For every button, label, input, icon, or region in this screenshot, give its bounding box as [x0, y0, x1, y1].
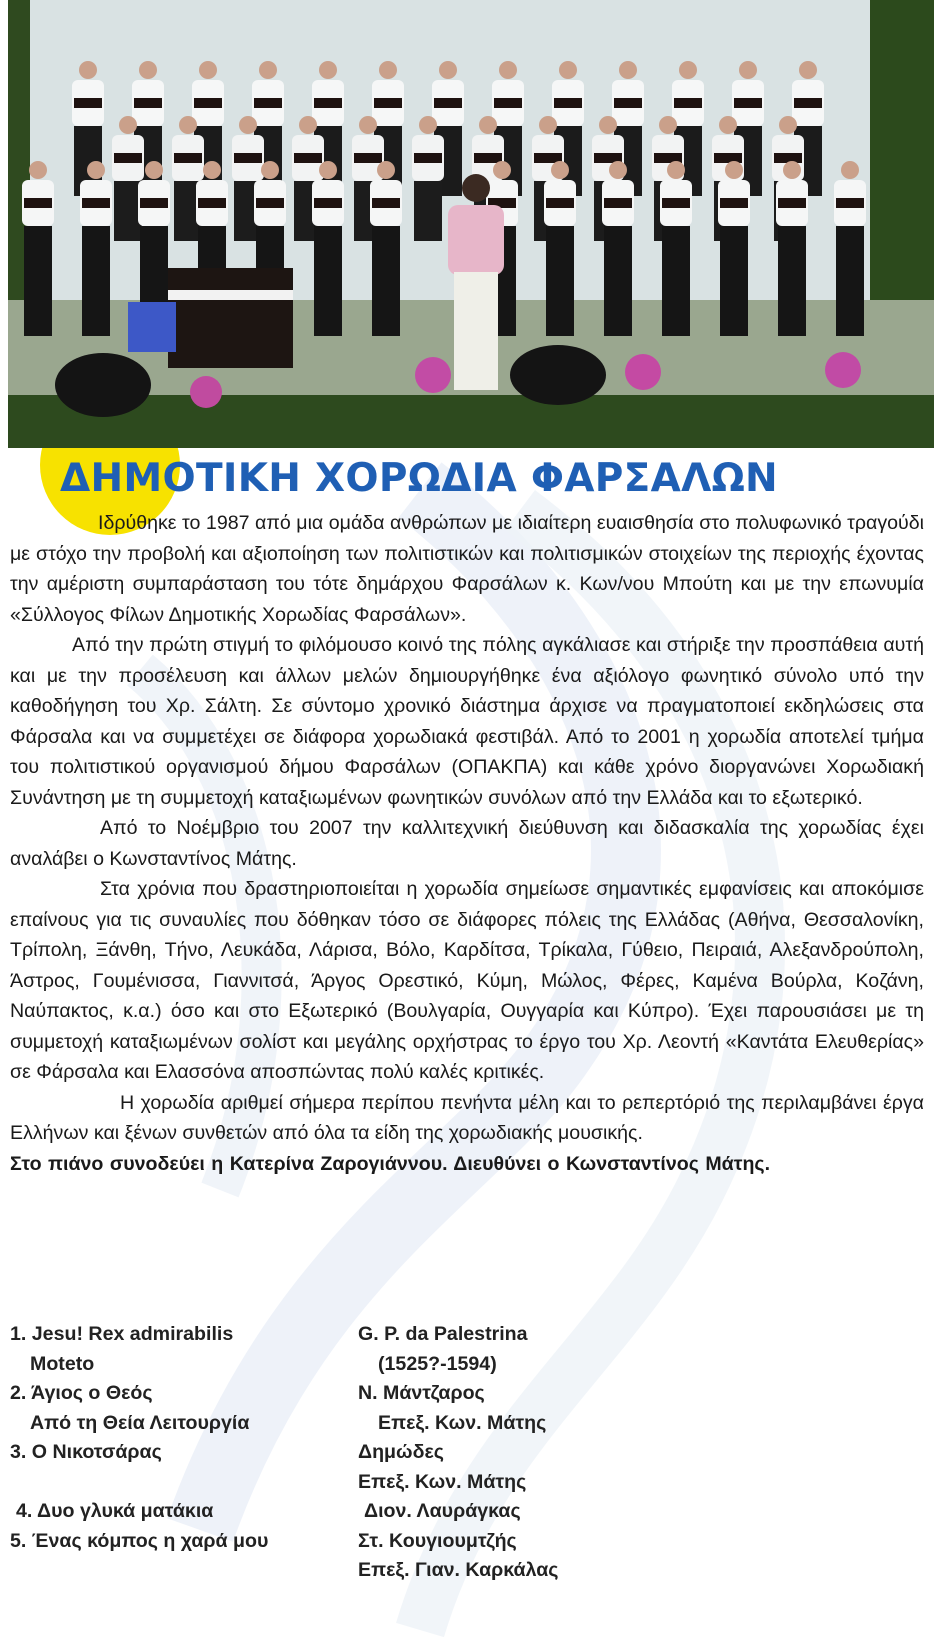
- singer-figure: [674, 98, 702, 108]
- singer-figure: [836, 226, 864, 336]
- singer-figure: [779, 116, 797, 134]
- program-title: [10, 1556, 358, 1586]
- singer-figure: [714, 153, 742, 163]
- singer-figure: [720, 226, 748, 336]
- program-composer: Επεξ. Κων. Μάτης: [358, 1470, 527, 1493]
- singer-figure: [87, 161, 105, 179]
- singer-figure: [139, 61, 157, 79]
- singer-figure: [659, 116, 677, 134]
- singer-figure: [259, 61, 277, 79]
- program-row: [10, 1497, 630, 1527]
- program-title: [10, 1468, 358, 1498]
- program-row: [10, 1556, 630, 1586]
- program-composer: (1525?-1594): [378, 1352, 497, 1375]
- singer-figure: [734, 98, 762, 108]
- program-composer: Επεξ. Γιαν. Καρκάλας: [358, 1559, 559, 1581]
- singer-figure: [739, 61, 757, 79]
- singer-figure: [82, 198, 110, 208]
- singer-figure: [261, 161, 279, 179]
- singer-figure: [314, 198, 342, 208]
- singer-figure: [414, 181, 442, 241]
- singer-figure: [662, 226, 690, 336]
- program-row: [10, 1527, 630, 1557]
- singer-figure: [662, 198, 690, 208]
- singer-figure: [256, 198, 284, 208]
- program-composer: Διον. Λαυράγκας: [364, 1500, 521, 1522]
- singer-figure: [546, 226, 574, 336]
- singer-figure: [439, 61, 457, 79]
- singer-figure: [783, 161, 801, 179]
- singer-figure: [134, 98, 162, 108]
- singer-figure: [140, 198, 168, 208]
- singer-figure: [799, 61, 817, 79]
- singer-figure: [774, 153, 802, 163]
- program-composer: Ν. Μάντζαρος: [358, 1382, 485, 1404]
- program-row: [10, 1379, 630, 1409]
- singer-figure: [619, 61, 637, 79]
- singer-figure: [794, 98, 822, 108]
- singer-figure: [679, 61, 697, 79]
- closing-credits: Στο πιάνο συνοδεύει η Κατερίνα Ζαρογιάννου. Διευθύνει ο Κωνσταντίνος Μάτης.: [10, 1152, 771, 1175]
- singer-figure: [359, 116, 377, 134]
- singer-figure: [609, 161, 627, 179]
- choir-photo-illustration: [8, 0, 934, 448]
- singer-figure: [203, 161, 221, 179]
- singer-figure: [493, 161, 511, 179]
- singer-figure: [720, 198, 748, 208]
- singer-figure: [494, 98, 522, 108]
- article-body: [10, 508, 924, 1179]
- singer-figure: [546, 198, 574, 208]
- singer-figure: [539, 116, 557, 134]
- singer-figure: [372, 226, 400, 336]
- choir-photo: [8, 0, 934, 448]
- singer-figure: [479, 116, 497, 134]
- program-title: Από τη Θεία Λειτουργία: [30, 1411, 250, 1434]
- singer-figure: [254, 98, 282, 108]
- program-title: 1. Jesu! Rex admirabilis: [10, 1323, 234, 1345]
- singer-figure: [179, 116, 197, 134]
- singer-figure: [372, 198, 400, 208]
- paragraph-history: Από την πρώτη στιγμή το φιλόμουσο κοινό της πόλης αγκάλιασε και στήριξε την προσπάθεια αυτή και με την προσέλευση και άλλων μελών δημιουργήθηκε ένα αξιόλογο φωνητικό σύνολο υπό την καθοδήγηση του Χρ. Σάλτη. Σε σύντομο χρονικό διάστημα άρχισε να πραγματοποιεί εκδηλώσεις στα Φάρσαλα και να συμμετέχει σε διάφορα χορωδιακά φεστιβάλ. Από το 2001 η χορωδία αποτελεί τμήμα του πολιτιστικού οργανισμού δήμου Φαρσάλων (ΟΠΑΚΠΑ) και κάθε χρόνο διοργανώνει Χορωδιακή Συνάντηση με τη συμμετοχή καταξιωμένων φωνητικών συνόλων από την Ελλάδα και το εξωτερικό.: [10, 634, 924, 809]
- paragraph-members: Η χορωδία αριθμεί σήμερα περίπου πενήντα μέλη και το ρεπερτόριό της περιλαμβάνει έργα Ελλήνων και ξένων συνθετών από όλα τα είδη της χορωδιακής μουσικής.: [10, 1091, 924, 1144]
- singer-figure: [599, 116, 617, 134]
- singer-figure: [604, 198, 632, 208]
- singer-figure: [319, 161, 337, 179]
- singer-figure: [198, 198, 226, 208]
- singer-figure: [719, 116, 737, 134]
- singer-figure: [74, 98, 102, 108]
- singer-figure: [354, 153, 382, 163]
- program-composer: Επεξ. Κων. Μάτης: [378, 1411, 547, 1434]
- program-composer: G. P. da Palestrina: [358, 1323, 528, 1345]
- singer-figure: [319, 61, 337, 79]
- singer-figure: [374, 98, 402, 108]
- singer-figure: [414, 153, 442, 163]
- singer-figure: [24, 198, 52, 208]
- singer-figure: [725, 161, 743, 179]
- program-row: [10, 1468, 630, 1498]
- singer-figure: [434, 98, 462, 108]
- singer-figure: [614, 98, 642, 108]
- singer-figure: [24, 226, 52, 336]
- singer-figure: [419, 116, 437, 134]
- program-row: [10, 1320, 630, 1350]
- program-row: [10, 1438, 630, 1468]
- singer-figure: [194, 98, 222, 108]
- singer-figure: [551, 161, 569, 179]
- singer-figure: [559, 61, 577, 79]
- singer-figure: [314, 226, 342, 336]
- singer-figure: [778, 226, 806, 336]
- program-list: [10, 1320, 630, 1586]
- program-title: 4. Δυο γλυκά ματάκια: [16, 1500, 214, 1522]
- program-row: [10, 1409, 630, 1439]
- paragraph-direction: Από το Νοέμβριο του 2007 την καλλιτεχνική διεύθυνση και διδασκαλία της χορωδίας έχει αναλάβει ο Κωνσταντίνος Μάτης.: [10, 817, 924, 870]
- singer-figure: [79, 61, 97, 79]
- singer-figure: [199, 61, 217, 79]
- program-composer: Στ. Κουγιουμτζής: [358, 1529, 517, 1552]
- singer-figure: [667, 161, 685, 179]
- singer-figure: [604, 226, 632, 336]
- singer-figure: [841, 161, 859, 179]
- singer-figure: [82, 226, 110, 336]
- page-title: ΔΗΜΟΤΙΚΗ ΧΟΡΩΔΙΑ ΦΑΡΣΑΛΩΝ: [60, 456, 778, 501]
- singer-figure: [114, 181, 142, 241]
- singer-figure: [836, 198, 864, 208]
- singer-figure: [778, 198, 806, 208]
- singer-figure: [119, 116, 137, 134]
- singer-figure: [377, 161, 395, 179]
- program-title: 2. Άγιος ο Θεός: [10, 1382, 153, 1404]
- singer-figure: [299, 116, 317, 134]
- program-title: 3. Ο Νικοτσάρας: [10, 1441, 162, 1463]
- singer-figure: [379, 61, 397, 79]
- program-composer: Δημώδες: [358, 1441, 444, 1463]
- singer-figure: [114, 153, 142, 163]
- paragraph-founding: Ιδρύθηκε το 1987 από μια ομάδα ανθρώπων με ιδιαίτερη ευαισθησία στο πολυφωνικό τραγούδι με στόχο την προβολή και αξιοποίηση των πολιτιστικών και πολιτισμικών στοιχείων της περιοχής έχοντας την αμέριστη συμπαράσταση του τότε δημάρχου Φαρσάλων κ. Κων/νου Μπούτη και με την επωνυμία «Σύλλογος Φίλων Δημοτικής Χορωδίας Φαρσάλων».: [10, 512, 924, 626]
- singer-figure: [234, 153, 262, 163]
- singer-figure: [29, 161, 47, 179]
- program-title: 5. Ένας κόμπος η χαρά μου: [10, 1529, 269, 1552]
- paragraph-appearances: Στα χρόνια που δραστηριοποιείται η χορωδία σημείωσε σημαντικές εμφανίσεις και αποκόμισε επαίνους για τις συναυλίες που δόθηκαν τόσο σε διάφορες πόλεις της Ελλάδας (Αθήνα, Θεσσαλονίκη, Τρίπολη, Ξάνθη, Τήνο, Λευκάδα, Λάρισα, Βόλο, Καρδίτσα, Τρίκαλα, Γύθειο, Πειραιά, Αλεξανδρούπολη, Άστρος, Γουμένισσα, Γιαννιτσά, Άργος Ορεστικό, Κύμη, Μώλος, Φέρες, Καμένα Βούρλα, Κοζάνη, Ναύπακτος, κ.α.) όσο και στο Εξωτερικό (Βουλγαρία, Ουγγαρία και Κύπρο). Έχει παρουσιάσει με τη συμμετοχή καταξιωμένων σολίστ και μεγάλης ορχήστρας το έργο του Χρ. Λεοντή «Καντάτα Ελευθερίας» σε Φάρσαλα και Ελασσόνα αποσπώντας πολύ καλές κριτικές.: [10, 878, 924, 1083]
- singer-figure: [314, 98, 342, 108]
- singer-figure: [239, 116, 257, 134]
- singer-figure: [145, 161, 163, 179]
- singer-figure: [174, 153, 202, 163]
- program-title: Moteto: [30, 1352, 95, 1375]
- singer-figure: [499, 61, 517, 79]
- singer-figure: [294, 153, 322, 163]
- singer-figure: [474, 153, 502, 163]
- singer-figure: [554, 98, 582, 108]
- program-row: [10, 1350, 630, 1380]
